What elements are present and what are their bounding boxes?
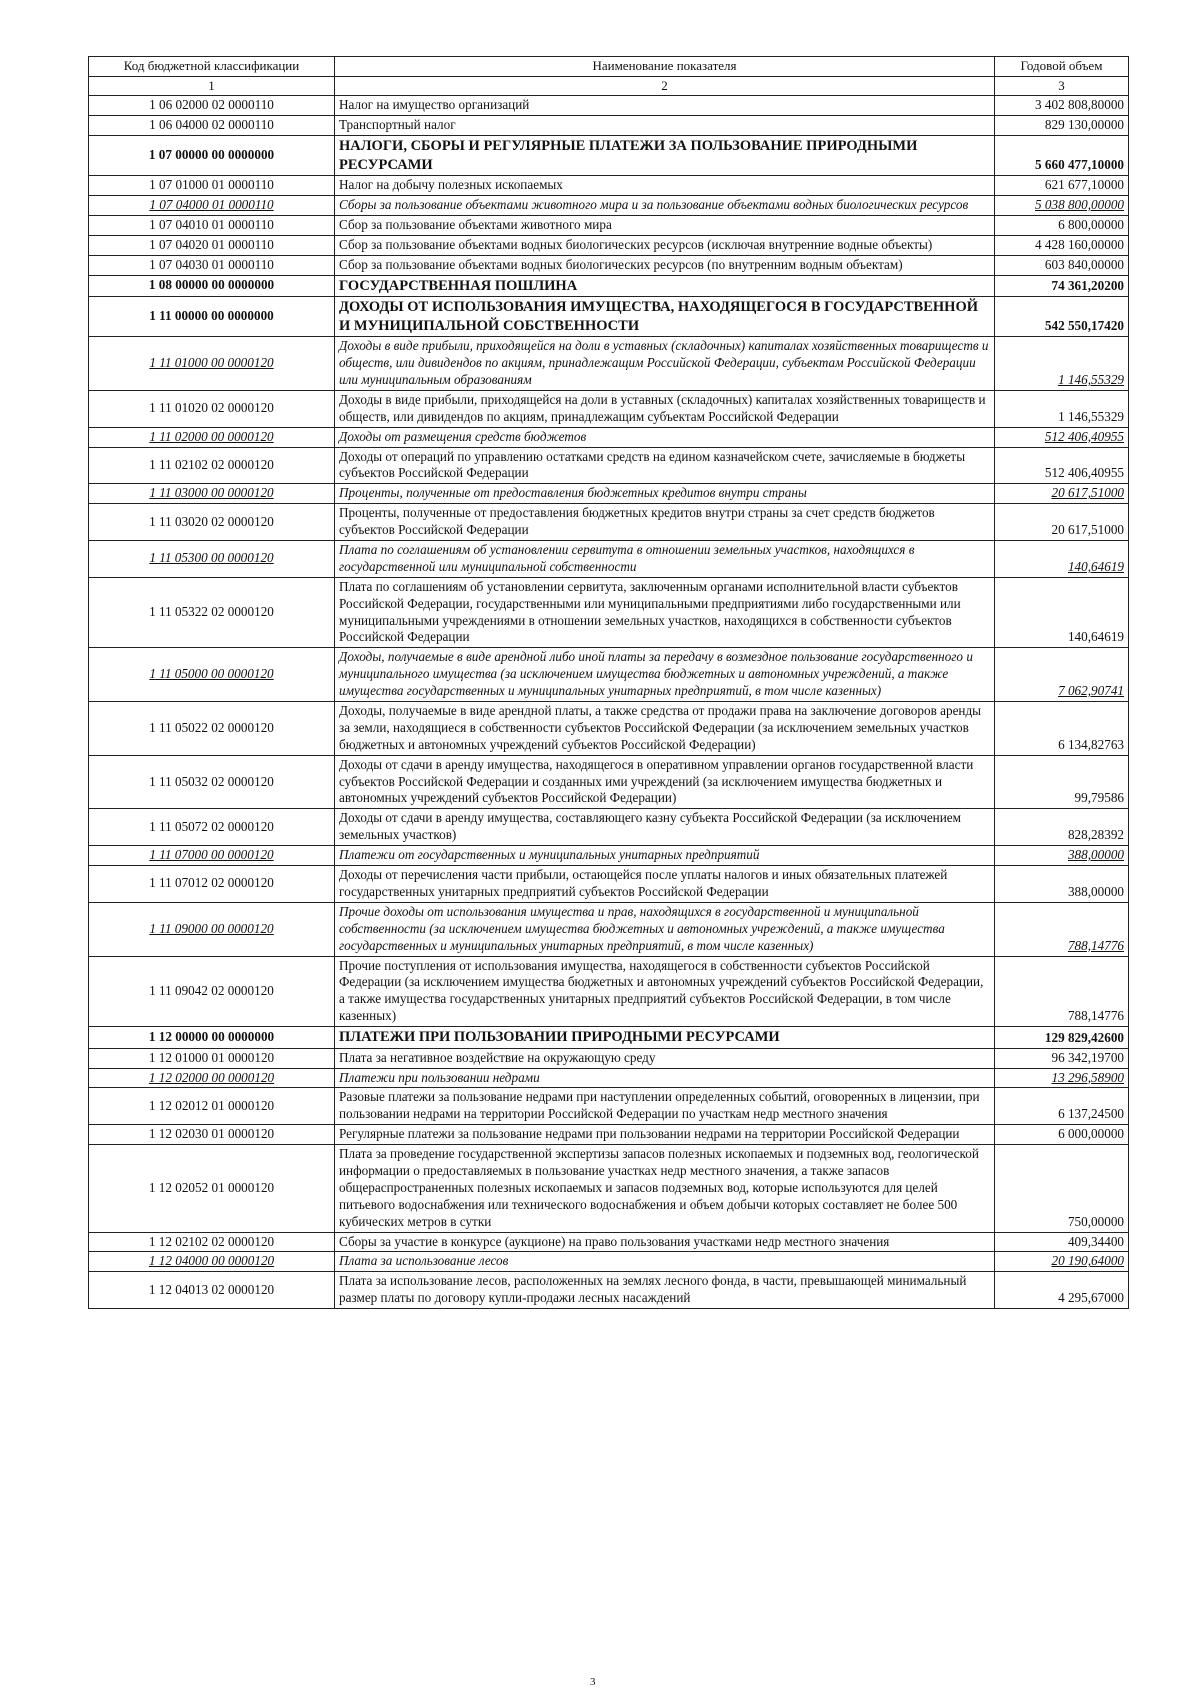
row-code: 1 12 01000 01 0000120 [89,1048,335,1068]
row-code: 1 11 05300 00 0000120 [89,541,335,578]
row-name: Доходы от операций по управлению остатками средств на едином казначейском счете, зачисляемые в бюджеты субъектов Российской Федерации [335,447,995,484]
row-value: 388,00000 [995,846,1129,866]
header-num-2: 2 [335,76,995,96]
table-header [89,57,1129,96]
row-code: 1 12 04000 00 0000120 [89,1252,335,1272]
row-value: 6 134,82763 [995,702,1129,756]
header-volume: Годовой объем [995,57,1129,77]
row-value: 140,64619 [995,541,1129,578]
row-value: 512 406,40955 [995,447,1129,484]
row-value: 99,79586 [995,755,1129,809]
row-value: 603 840,00000 [995,255,1129,275]
table-row [89,809,1129,846]
row-value: 4 295,67000 [995,1272,1129,1309]
row-name: Проценты, полученные от предоставления бюджетных кредитов внутри страны [335,484,995,504]
row-value: 4 428 160,00000 [995,235,1129,255]
row-value: 20 617,51000 [995,484,1129,504]
row-code: 1 11 09042 02 0000120 [89,956,335,1027]
table-row [89,1027,1129,1049]
row-value: 388,00000 [995,866,1129,903]
table-row [89,116,1129,136]
row-value: 6 137,24500 [995,1088,1129,1125]
revenue-table [88,56,1129,1309]
row-name: Доходы от перечисления части прибыли, остающейся после уплаты налогов и иных обязательных платежей государственных унитарных предприятий субъектов Российской Федерации [335,866,995,903]
row-code: 1 11 05072 02 0000120 [89,809,335,846]
table-row [89,196,1129,216]
table-row [89,337,1129,391]
row-code: 1 11 05022 02 0000120 [89,702,335,756]
table-row [89,1048,1129,1068]
row-name: Прочие доходы от использования имущества и прав, находящихся в государственной и муниципальной собственности (за исключением имущества бюджетных и автономных учреждений, а также имущества государственных и муниципальных унитарных предприятий, в том числе казенных) [335,902,995,956]
table-row [89,176,1129,196]
row-value: 409,34400 [995,1232,1129,1252]
table-row [89,297,1129,337]
header-num-3: 3 [995,76,1129,96]
row-name: НАЛОГИ, СБОРЫ И РЕГУЛЯРНЫЕ ПЛАТЕЖИ ЗА ПОЛЬЗОВАНИЕ ПРИРОДНЫМИ РЕСУРСАМИ [335,136,995,176]
header-code: Код бюджетной классификации [89,57,335,77]
row-code: 1 06 04000 02 0000110 [89,116,335,136]
row-code: 1 12 00000 00 0000000 [89,1027,335,1049]
document-page [88,56,1128,1309]
row-value: 6 800,00000 [995,215,1129,235]
row-code: 1 12 02030 01 0000120 [89,1125,335,1145]
table-row [89,484,1129,504]
row-value: 13 296,58900 [995,1068,1129,1088]
table-row [89,1232,1129,1252]
table-row [89,275,1129,297]
table-body [89,96,1129,1309]
row-code: 1 12 02102 02 0000120 [89,1232,335,1252]
row-value: 20 617,51000 [995,504,1129,541]
table-row [89,235,1129,255]
table-row [89,648,1129,702]
row-name: Плата за негативное воздействие на окружающую среду [335,1048,995,1068]
row-value: 129 829,42600 [995,1027,1129,1049]
page-number: 3 [590,1676,596,1688]
row-code: 1 11 09000 00 0000120 [89,902,335,956]
row-code: 1 11 01020 02 0000120 [89,390,335,427]
row-name: Плата по соглашениям об установлении сервитута, заключенным органами исполнительной власти субъектов Российской Федерации, государственными или муниципальными предприятиями либо государственными или муниципальными учреждениями в отношении земельных участков, находящихся в собственности субъектов Российской Федерации [335,577,995,648]
table-row [89,255,1129,275]
row-name: Разовые платежи за пользование недрами при наступлении определенных событий, оговоренных в лицензии, при пользовании недрами на территории Российской Федерации по участкам недр местного значения [335,1088,995,1125]
row-value: 512 406,40955 [995,427,1129,447]
row-code: 1 11 05000 00 0000120 [89,648,335,702]
row-code: 1 06 02000 02 0000110 [89,96,335,116]
row-value: 829 130,00000 [995,116,1129,136]
row-code: 1 11 01000 00 0000120 [89,337,335,391]
row-code: 1 11 05032 02 0000120 [89,755,335,809]
row-code: 1 12 04013 02 0000120 [89,1272,335,1309]
row-value: 74 361,20200 [995,275,1129,297]
table-row [89,1125,1129,1145]
row-code: 1 11 00000 00 0000000 [89,297,335,337]
row-name: Прочие поступления от использования имущества, находящегося в собственности субъектов Российской Федерации (за исключением имущества бюджетных и автономных учреждений субъектов Российской Федерации, а также имущества государственных унитарных предприятий субъектов Российской Федерации, в том числе казенных) [335,956,995,1027]
table-row [89,215,1129,235]
row-name: Доходы, получаемые в виде арендной либо иной платы за передачу в возмездное пользование государственного и муниципального имущества (за исключением имущества бюджетных и автономных учреждений, а также имущества государственных и муниципальных унитарных предприятий, в том числе казенных) [335,648,995,702]
row-code: 1 11 07012 02 0000120 [89,866,335,903]
row-code: 1 07 04020 01 0000110 [89,235,335,255]
row-code: 1 07 01000 01 0000110 [89,176,335,196]
row-name: Доходы от сдачи в аренду имущества, находящегося в оперативном управлении органов государственной власти субъектов Российской Федерации и созданных ими учреждений (за исключением имущества бюджетных и автономных учреждений субъектов Российской Федерации) [335,755,995,809]
row-value: 1 146,55329 [995,390,1129,427]
row-code: 1 11 05322 02 0000120 [89,577,335,648]
row-code: 1 12 02052 01 0000120 [89,1145,335,1232]
row-code: 1 07 00000 00 0000000 [89,136,335,176]
row-name: Сбор за пользование объектами животного мира [335,215,995,235]
table-row [89,902,1129,956]
row-code: 1 12 02012 01 0000120 [89,1088,335,1125]
row-name: Плата за использование лесов, расположенных на землях лесного фонда, в части, превышающей минимальный размер платы по договору купли-продажи лесных насаждений [335,1272,995,1309]
row-name: Доходы от размещения средств бюджетов [335,427,995,447]
row-name: Плата по соглашениям об установлении сервитута в отношении земельных участков, находящихся в государственной или муниципальной собственности [335,541,995,578]
row-name: Плата за использование лесов [335,1252,995,1272]
table-row [89,846,1129,866]
table-row [89,755,1129,809]
table-row [89,427,1129,447]
table-row [89,1088,1129,1125]
row-name: ПЛАТЕЖИ ПРИ ПОЛЬЗОВАНИИ ПРИРОДНЫМИ РЕСУРСАМИ [335,1027,995,1049]
table-row [89,1252,1129,1272]
row-value: 96 342,19700 [995,1048,1129,1068]
table-row [89,96,1129,116]
row-value: 788,14776 [995,902,1129,956]
row-value: 6 000,00000 [995,1125,1129,1145]
row-name: Доходы в виде прибыли, приходящейся на доли в уставных (складочных) капиталах хозяйственных товариществ и обществ, или дивидендов по акциям, принадлежащим Российской Федерации, субъектам Российской Федерации или муниципальным образованиям [335,337,995,391]
row-name: ДОХОДЫ ОТ ИСПОЛЬЗОВАНИЯ ИМУЩЕСТВА, НАХОДЯЩЕГОСЯ В ГОСУДАРСТВЕННОЙ И МУНИЦИПАЛЬНОЙ СОБСТВЕННОСТИ [335,297,995,337]
row-code: 1 07 04030 01 0000110 [89,255,335,275]
row-name: Сбор за пользование объектами водных биологических ресурсов (по внутренним водным объектам) [335,255,995,275]
table-row [89,577,1129,648]
row-code: 1 11 02000 00 0000120 [89,427,335,447]
row-name: Плата за проведение государственной экспертизы запасов полезных ископаемых и подземных вод, геологической информации о предоставляемых в пользование участках недр местного значения, а также запасов общераспространенных полезных ископаемых и запасов подземных вод, которые используются для целей питьевого водоснабжения или технического водоснабжения и объем добычи которых составляет не более 500 кубических метров в сутки [335,1145,995,1232]
row-name: Транспортный налог [335,116,995,136]
row-name: Доходы от сдачи в аренду имущества, составляющего казну субъекта Российской Федерации (за исключением земельных участков) [335,809,995,846]
row-value: 140,64619 [995,577,1129,648]
row-name: Регулярные платежи за пользование недрами при пользовании недрами на территории Российской Федерации [335,1125,995,1145]
row-value: 20 190,64000 [995,1252,1129,1272]
row-name: Сборы за участие в конкурсе (аукционе) на право пользования участками недр местного значения [335,1232,995,1252]
row-value: 788,14776 [995,956,1129,1027]
table-row [89,447,1129,484]
row-value: 828,28392 [995,809,1129,846]
row-value: 750,00000 [995,1145,1129,1232]
row-value: 3 402 808,80000 [995,96,1129,116]
row-name: Налог на имущество организаций [335,96,995,116]
table-row [89,1145,1129,1232]
row-name: Доходы в виде прибыли, приходящейся на доли в уставных (складочных) капиталах хозяйственных товариществ и обществ, или дивидендов по акциям, принадлежащим субъектам Российской Федерации [335,390,995,427]
row-code: 1 11 03020 02 0000120 [89,504,335,541]
row-code: 1 11 07000 00 0000120 [89,846,335,866]
table-row [89,702,1129,756]
row-name: ГОСУДАРСТВЕННАЯ ПОШЛИНА [335,275,995,297]
row-name: Проценты, полученные от предоставления бюджетных кредитов внутри страны за счет средств бюджетов субъектов Российской Федерации [335,504,995,541]
row-name: Платежи при пользовании недрами [335,1068,995,1088]
table-row [89,541,1129,578]
table-row [89,136,1129,176]
table-row [89,504,1129,541]
row-value: 5 038 800,00000 [995,196,1129,216]
row-code: 1 12 02000 00 0000120 [89,1068,335,1088]
row-name: Платежи от государственных и муниципальных унитарных предприятий [335,846,995,866]
table-row [89,956,1129,1027]
row-value: 542 550,17420 [995,297,1129,337]
row-value: 621 677,10000 [995,176,1129,196]
row-code: 1 11 02102 02 0000120 [89,447,335,484]
table-row [89,866,1129,903]
row-name: Сборы за пользование объектами животного мира и за пользование объектами водных биологических ресурсов [335,196,995,216]
table-row [89,1272,1129,1309]
table-row [89,390,1129,427]
row-name: Доходы, получаемые в виде арендной платы, а также средства от продажи права на заключение договоров аренды за земли, находящиеся в собственности субъектов Российской Федерации (за исключением земельных участков бюджетных и автономных учреждений субъектов Российской Федерации) [335,702,995,756]
header-name: Наименование показателя [335,57,995,77]
row-code: 1 07 04000 01 0000110 [89,196,335,216]
row-value: 5 660 477,10000 [995,136,1129,176]
row-value: 1 146,55329 [995,337,1129,391]
row-code: 1 11 03000 00 0000120 [89,484,335,504]
table-row [89,1068,1129,1088]
row-name: Налог на добычу полезных ископаемых [335,176,995,196]
row-code: 1 08 00000 00 0000000 [89,275,335,297]
header-num-1: 1 [89,76,335,96]
row-code: 1 07 04010 01 0000110 [89,215,335,235]
row-value: 7 062,90741 [995,648,1129,702]
row-name: Сбор за пользование объектами водных биологических ресурсов (исключая внутренние водные объекты) [335,235,995,255]
